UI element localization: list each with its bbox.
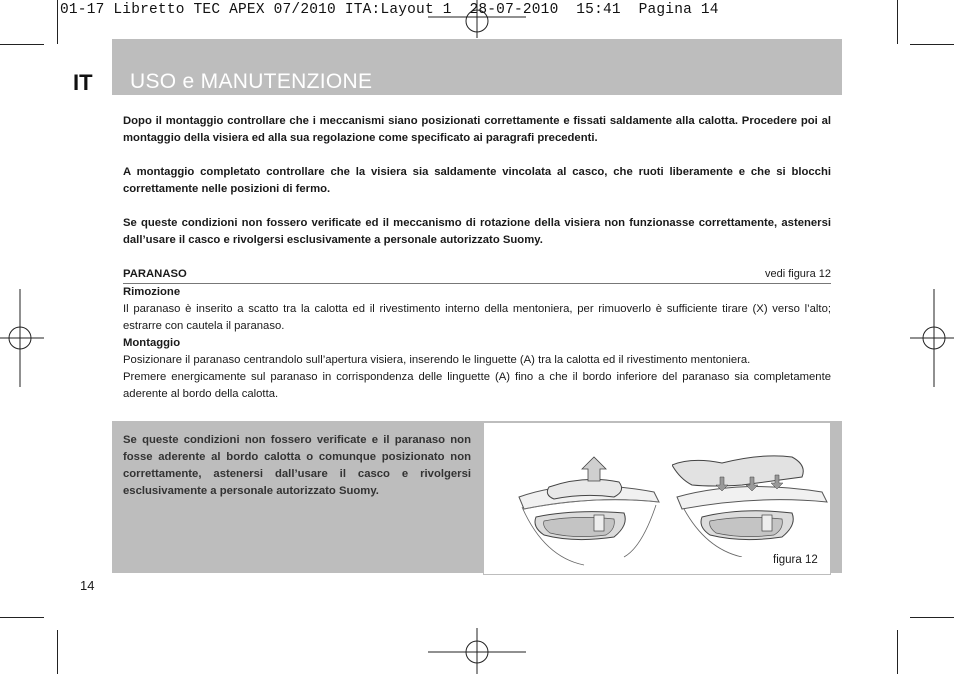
registration-mark-top — [428, 0, 526, 38]
warning-text: Se queste condizioni non fossero verificate e il paranaso non fosse aderente al bordo calotta o comunque posizionato non correttamente, astenersi dall’usare il casco e rivolgersi esclusivamente a personale autorizzato Suomy. — [123, 434, 471, 497]
paragraph-warning-visor: Se queste condizioni non fossero verificate ed il meccanismo di rotazione della visiera non funzionasse correttamente, astenersi dall’usare il casco e rivolgersi esclusivamente a personale autorizzato Suomy. — [123, 217, 831, 246]
page-number: 14 — [80, 578, 95, 593]
mounting-text-2: Premere energicamente sul paranaso in corrispondenza delle linguette (A) fino a che il bordo inferiore del paranaso sia completamente aderente al bordo della calotta. — [123, 371, 831, 400]
figure-reference: vedi figura 12 — [764, 268, 831, 280]
section-title: PARANASO — [123, 268, 187, 280]
mounting-heading: Montaggio — [123, 337, 181, 349]
registration-mark-bottom — [428, 628, 526, 674]
crop-mark-bottom-right-vertical — [897, 630, 898, 674]
removal-text: Il paranaso è inserito a scatto tra la calotta ed il rivestimento interno della mentoniera, per rimuoverlo è sufficiente tirare (X) verso l’alto; estrarre con cautela il paranaso. — [123, 303, 831, 332]
crop-mark-top-left-vertical — [57, 0, 58, 44]
crop-mark-bottom-left-vertical — [57, 630, 58, 674]
helmet-mounting-illustration — [672, 437, 832, 557]
crop-mark-top-right-horizontal — [910, 44, 954, 45]
section-header-paranaso — [123, 266, 831, 284]
crop-mark-top-right-vertical — [897, 0, 898, 44]
print-slug-line: 01-17 Libretto TEC APEX 07/2010 ITA:Layout 1 28-07-2010 15:41 Pagina 14 — [60, 2, 719, 18]
mounting-text-1: Posizionare il paranaso centrandolo sull’apertura visiera, inserendo le linguette (A) tra la calotta ed il rivestimento mentoniera. — [123, 354, 751, 366]
crop-mark-top-left-horizontal — [0, 44, 44, 45]
registration-mark-left — [0, 289, 44, 387]
helmet-removal-illustration — [514, 447, 664, 567]
registration-mark-right — [910, 289, 954, 387]
paragraph-check-visor: A montaggio completato controllare che la visiera sia saldamente vincolata al casco, che ruoti liberamente e che si blocchi correttamente nelle posizioni di fermo. — [123, 166, 831, 195]
language-code: IT — [73, 70, 93, 95]
crop-mark-bottom-left-horizontal — [0, 617, 44, 618]
removal-heading: Rimozione — [123, 286, 181, 298]
figure-caption: figura 12 — [773, 554, 818, 566]
paragraph-check-mechanisms: Dopo il montaggio controllare che i meccanismi siano posizionati correttamente e fissati saldamente alla calotta. Procedere poi al montaggio della visiera ed alla sua regolazione come specificato ai paragrafi precedenti. — [123, 115, 831, 144]
figure-panel — [483, 422, 831, 575]
crop-mark-bottom-right-horizontal — [910, 617, 954, 618]
page-title: USO e MANUTENZIONE — [130, 70, 373, 93]
main-content — [123, 113, 831, 403]
